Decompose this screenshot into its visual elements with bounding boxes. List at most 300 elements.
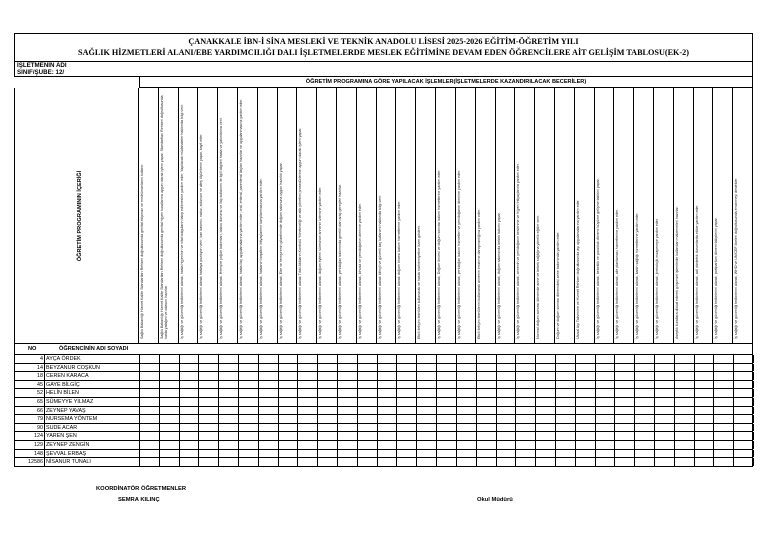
skill-cell[interactable] (259, 389, 279, 397)
skill-cell[interactable] (675, 415, 695, 423)
skill-cell[interactable] (318, 381, 338, 389)
skill-cell[interactable] (358, 381, 378, 389)
skill-cell[interactable] (477, 389, 497, 397)
skill-cell[interactable] (576, 424, 596, 432)
skill-cell[interactable] (457, 450, 477, 458)
skill-cell[interactable] (279, 372, 299, 380)
skill-cell[interactable] (318, 372, 338, 380)
skill-cell[interactable] (714, 389, 734, 397)
skill-cell[interactable] (695, 458, 715, 466)
skill-cell[interactable] (536, 372, 556, 380)
skill-cell[interactable] (615, 364, 635, 372)
skill-cell[interactable] (160, 424, 180, 432)
skill-cell[interactable] (160, 398, 180, 406)
skill-cell[interactable] (318, 407, 338, 415)
skill-cell[interactable] (477, 407, 497, 415)
skill-cell[interactable] (477, 355, 497, 363)
skill-cell[interactable] (140, 432, 160, 440)
skill-cell[interactable] (358, 407, 378, 415)
skill-cell[interactable] (536, 381, 556, 389)
skill-cell[interactable] (556, 355, 576, 363)
skill-cell[interactable] (477, 450, 497, 458)
skill-cell[interactable] (417, 364, 437, 372)
skill-cell[interactable] (437, 398, 457, 406)
skill-cell[interactable] (734, 355, 754, 363)
skill-cell[interactable] (536, 407, 556, 415)
skill-cell[interactable] (596, 441, 616, 449)
skill-cell[interactable] (239, 415, 259, 423)
skill-cell[interactable] (338, 458, 358, 466)
skill-cell[interactable] (378, 407, 398, 415)
skill-cell[interactable] (279, 407, 299, 415)
skill-cell[interactable] (457, 424, 477, 432)
skill-cell[interactable] (675, 355, 695, 363)
skill-cell[interactable] (397, 389, 417, 397)
skill-cell[interactable] (536, 450, 556, 458)
skill-cell[interactable] (358, 458, 378, 466)
skill-cell[interactable] (219, 364, 239, 372)
skill-cell[interactable] (160, 458, 180, 466)
skill-cell[interactable] (536, 458, 556, 466)
skill-cell[interactable] (675, 441, 695, 449)
skill-cell[interactable] (655, 450, 675, 458)
skill-cell[interactable] (556, 441, 576, 449)
skill-cell[interactable] (477, 424, 497, 432)
skill-cell[interactable] (655, 355, 675, 363)
skill-cell[interactable] (199, 381, 219, 389)
skill-cell[interactable] (318, 458, 338, 466)
skill-cell[interactable] (675, 389, 695, 397)
skill-cell[interactable] (397, 381, 417, 389)
skill-cell[interactable] (437, 415, 457, 423)
skill-cell[interactable] (160, 355, 180, 363)
skill-cell[interactable] (358, 355, 378, 363)
skill-cell[interactable] (497, 415, 517, 423)
skill-cell[interactable] (457, 441, 477, 449)
skill-cell[interactable] (615, 415, 635, 423)
skill-cell[interactable] (180, 441, 200, 449)
skill-cell[interactable] (437, 355, 457, 363)
skill-cell[interactable] (378, 381, 398, 389)
skill-cell[interactable] (417, 389, 437, 397)
skill-cell[interactable] (358, 424, 378, 432)
skill-cell[interactable] (675, 381, 695, 389)
skill-cell[interactable] (338, 424, 358, 432)
skill-cell[interactable] (596, 432, 616, 440)
skill-cell[interactable] (259, 432, 279, 440)
skill-cell[interactable] (219, 424, 239, 432)
skill-cell[interactable] (338, 372, 358, 380)
skill-cell[interactable] (338, 364, 358, 372)
skill-cell[interactable] (397, 458, 417, 466)
skill-cell[interactable] (140, 372, 160, 380)
skill-cell[interactable] (457, 372, 477, 380)
skill-cell[interactable] (318, 450, 338, 458)
skill-cell[interactable] (437, 432, 457, 440)
skill-cell[interactable] (576, 355, 596, 363)
skill-cell[interactable] (437, 381, 457, 389)
skill-cell[interactable] (160, 364, 180, 372)
skill-cell[interactable] (734, 372, 754, 380)
skill-cell[interactable] (358, 415, 378, 423)
skill-cell[interactable] (655, 415, 675, 423)
skill-cell[interactable] (378, 372, 398, 380)
skill-cell[interactable] (140, 398, 160, 406)
skill-cell[interactable] (160, 415, 180, 423)
skill-cell[interactable] (160, 381, 180, 389)
skill-cell[interactable] (199, 424, 219, 432)
skill-cell[interactable] (160, 432, 180, 440)
skill-cell[interactable] (338, 381, 358, 389)
skill-cell[interactable] (536, 364, 556, 372)
skill-cell[interactable] (596, 415, 616, 423)
skill-cell[interactable] (556, 415, 576, 423)
skill-cell[interactable] (497, 407, 517, 415)
skill-cell[interactable] (259, 441, 279, 449)
skill-cell[interactable] (239, 458, 259, 466)
skill-cell[interactable] (596, 389, 616, 397)
skill-cell[interactable] (457, 398, 477, 406)
skill-cell[interactable] (497, 389, 517, 397)
skill-cell[interactable] (338, 407, 358, 415)
skill-cell[interactable] (596, 364, 616, 372)
skill-cell[interactable] (655, 441, 675, 449)
skill-cell[interactable] (714, 364, 734, 372)
skill-cell[interactable] (714, 424, 734, 432)
skill-cell[interactable] (576, 415, 596, 423)
skill-cell[interactable] (714, 450, 734, 458)
skill-cell[interactable] (378, 398, 398, 406)
skill-cell[interactable] (477, 398, 497, 406)
skill-cell[interactable] (140, 441, 160, 449)
skill-cell[interactable] (279, 415, 299, 423)
skill-cell[interactable] (714, 432, 734, 440)
skill-cell[interactable] (219, 415, 239, 423)
skill-cell[interactable] (180, 458, 200, 466)
skill-cell[interactable] (239, 432, 259, 440)
skill-cell[interactable] (318, 389, 338, 397)
skill-cell[interactable] (279, 458, 299, 466)
skill-cell[interactable] (635, 407, 655, 415)
skill-cell[interactable] (556, 364, 576, 372)
skill-cell[interactable] (279, 432, 299, 440)
skill-cell[interactable] (259, 364, 279, 372)
skill-cell[interactable] (279, 381, 299, 389)
skill-cell[interactable] (199, 364, 219, 372)
skill-cell[interactable] (417, 355, 437, 363)
skill-cell[interactable] (397, 407, 417, 415)
skill-cell[interactable] (556, 424, 576, 432)
skill-cell[interactable] (318, 415, 338, 423)
skill-cell[interactable] (199, 355, 219, 363)
skill-cell[interactable] (180, 389, 200, 397)
skill-cell[interactable] (397, 398, 417, 406)
skill-cell[interactable] (477, 432, 497, 440)
skill-cell[interactable] (655, 407, 675, 415)
skill-cell[interactable] (655, 424, 675, 432)
skill-cell[interactable] (358, 372, 378, 380)
skill-cell[interactable] (536, 355, 556, 363)
skill-cell[interactable] (556, 381, 576, 389)
skill-cell[interactable] (576, 407, 596, 415)
skill-cell[interactable] (497, 432, 517, 440)
skill-cell[interactable] (497, 372, 517, 380)
skill-cell[interactable] (615, 407, 635, 415)
skill-cell[interactable] (615, 424, 635, 432)
skill-cell[interactable] (655, 389, 675, 397)
skill-cell[interactable] (338, 389, 358, 397)
skill-cell[interactable] (140, 364, 160, 372)
skill-cell[interactable] (140, 355, 160, 363)
skill-cell[interactable] (516, 389, 536, 397)
skill-cell[interactable] (180, 450, 200, 458)
skill-cell[interactable] (576, 450, 596, 458)
skill-cell[interactable] (397, 432, 417, 440)
skill-cell[interactable] (358, 398, 378, 406)
skill-cell[interactable] (635, 364, 655, 372)
skill-cell[interactable] (318, 424, 338, 432)
skill-cell[interactable] (417, 458, 437, 466)
skill-cell[interactable] (714, 415, 734, 423)
skill-cell[interactable] (734, 364, 754, 372)
skill-cell[interactable] (576, 432, 596, 440)
skill-cell[interactable] (536, 415, 556, 423)
skill-cell[interactable] (695, 364, 715, 372)
skill-cell[interactable] (397, 364, 417, 372)
skill-cell[interactable] (239, 355, 259, 363)
skill-cell[interactable] (378, 424, 398, 432)
skill-cell[interactable] (675, 424, 695, 432)
skill-cell[interactable] (298, 424, 318, 432)
skill-cell[interactable] (596, 407, 616, 415)
skill-cell[interactable] (298, 372, 318, 380)
skill-cell[interactable] (140, 450, 160, 458)
skill-cell[interactable] (695, 441, 715, 449)
skill-cell[interactable] (655, 381, 675, 389)
skill-cell[interactable] (140, 415, 160, 423)
skill-cell[interactable] (655, 372, 675, 380)
skill-cell[interactable] (714, 441, 734, 449)
skill-cell[interactable] (259, 424, 279, 432)
skill-cell[interactable] (219, 441, 239, 449)
skill-cell[interactable] (536, 432, 556, 440)
skill-cell[interactable] (199, 441, 219, 449)
skill-cell[interactable] (318, 364, 338, 372)
skill-cell[interactable] (615, 398, 635, 406)
skill-cell[interactable] (239, 381, 259, 389)
skill-cell[interactable] (298, 398, 318, 406)
skill-cell[interactable] (615, 432, 635, 440)
skill-cell[interactable] (239, 364, 259, 372)
skill-cell[interactable] (576, 381, 596, 389)
skill-cell[interactable] (140, 424, 160, 432)
skill-cell[interactable] (180, 355, 200, 363)
skill-cell[interactable] (239, 389, 259, 397)
skill-cell[interactable] (695, 424, 715, 432)
skill-cell[interactable] (576, 398, 596, 406)
skill-cell[interactable] (259, 398, 279, 406)
skill-cell[interactable] (259, 381, 279, 389)
skill-cell[interactable] (378, 355, 398, 363)
skill-cell[interactable] (338, 450, 358, 458)
skill-cell[interactable] (180, 372, 200, 380)
skill-cell[interactable] (219, 372, 239, 380)
skill-cell[interactable] (734, 432, 754, 440)
skill-cell[interactable] (635, 381, 655, 389)
skill-cell[interactable] (259, 458, 279, 466)
skill-cell[interactable] (298, 389, 318, 397)
skill-cell[interactable] (417, 450, 437, 458)
skill-cell[interactable] (576, 441, 596, 449)
skill-cell[interactable] (279, 389, 299, 397)
skill-cell[interactable] (615, 355, 635, 363)
skill-cell[interactable] (338, 398, 358, 406)
skill-cell[interactable] (635, 441, 655, 449)
skill-cell[interactable] (635, 398, 655, 406)
skill-cell[interactable] (298, 381, 318, 389)
skill-cell[interactable] (457, 407, 477, 415)
skill-cell[interactable] (457, 432, 477, 440)
skill-cell[interactable] (219, 458, 239, 466)
skill-cell[interactable] (556, 432, 576, 440)
skill-cell[interactable] (140, 407, 160, 415)
skill-cell[interactable] (477, 381, 497, 389)
skill-cell[interactable] (397, 372, 417, 380)
skill-cell[interactable] (397, 424, 417, 432)
skill-cell[interactable] (180, 398, 200, 406)
skill-cell[interactable] (516, 458, 536, 466)
skill-cell[interactable] (358, 450, 378, 458)
skill-cell[interactable] (437, 441, 457, 449)
skill-cell[interactable] (635, 415, 655, 423)
skill-cell[interactable] (615, 441, 635, 449)
skill-cell[interactable] (477, 415, 497, 423)
skill-cell[interactable] (457, 389, 477, 397)
skill-cell[interactable] (635, 372, 655, 380)
skill-cell[interactable] (298, 355, 318, 363)
skill-cell[interactable] (259, 407, 279, 415)
skill-cell[interactable] (714, 372, 734, 380)
skill-cell[interactable] (596, 381, 616, 389)
skill-cell[interactable] (417, 424, 437, 432)
skill-cell[interactable] (279, 441, 299, 449)
skill-cell[interactable] (635, 458, 655, 466)
skill-cell[interactable] (199, 458, 219, 466)
skill-cell[interactable] (615, 389, 635, 397)
skill-cell[interactable] (516, 398, 536, 406)
skill-cell[interactable] (338, 415, 358, 423)
skill-cell[interactable] (358, 364, 378, 372)
skill-cell[interactable] (239, 424, 259, 432)
skill-cell[interactable] (695, 450, 715, 458)
skill-cell[interactable] (695, 432, 715, 440)
skill-cell[interactable] (734, 381, 754, 389)
skill-cell[interactable] (219, 432, 239, 440)
skill-cell[interactable] (417, 407, 437, 415)
skill-cell[interactable] (457, 415, 477, 423)
skill-cell[interactable] (477, 441, 497, 449)
skill-cell[interactable] (655, 364, 675, 372)
skill-cell[interactable] (437, 424, 457, 432)
skill-cell[interactable] (378, 415, 398, 423)
skill-cell[interactable] (457, 355, 477, 363)
skill-cell[interactable] (477, 364, 497, 372)
skill-cell[interactable] (596, 458, 616, 466)
skill-cell[interactable] (219, 355, 239, 363)
skill-cell[interactable] (516, 372, 536, 380)
skill-cell[interactable] (516, 432, 536, 440)
skill-cell[interactable] (338, 441, 358, 449)
skill-cell[interactable] (378, 441, 398, 449)
skill-cell[interactable] (259, 450, 279, 458)
skill-cell[interactable] (536, 389, 556, 397)
skill-cell[interactable] (655, 398, 675, 406)
skill-cell[interactable] (160, 372, 180, 380)
skill-cell[interactable] (477, 372, 497, 380)
skill-cell[interactable] (695, 398, 715, 406)
skill-cell[interactable] (497, 355, 517, 363)
skill-cell[interactable] (615, 450, 635, 458)
skill-cell[interactable] (180, 432, 200, 440)
skill-cell[interactable] (497, 381, 517, 389)
skill-cell[interactable] (675, 364, 695, 372)
skill-cell[interactable] (199, 389, 219, 397)
skill-cell[interactable] (576, 372, 596, 380)
skill-cell[interactable] (556, 398, 576, 406)
skill-cell[interactable] (417, 432, 437, 440)
skill-cell[interactable] (734, 450, 754, 458)
skill-cell[interactable] (199, 432, 219, 440)
skill-cell[interactable] (318, 441, 338, 449)
skill-cell[interactable] (140, 381, 160, 389)
skill-cell[interactable] (437, 364, 457, 372)
skill-cell[interactable] (695, 389, 715, 397)
skill-cell[interactable] (298, 441, 318, 449)
skill-cell[interactable] (397, 415, 417, 423)
skill-cell[interactable] (675, 432, 695, 440)
skill-cell[interactable] (298, 450, 318, 458)
skill-cell[interactable] (596, 424, 616, 432)
skill-cell[interactable] (298, 407, 318, 415)
skill-cell[interactable] (635, 432, 655, 440)
skill-cell[interactable] (734, 415, 754, 423)
skill-cell[interactable] (298, 364, 318, 372)
skill-cell[interactable] (378, 450, 398, 458)
skill-cell[interactable] (536, 441, 556, 449)
skill-cell[interactable] (219, 389, 239, 397)
skill-cell[interactable] (596, 355, 616, 363)
skill-cell[interactable] (635, 424, 655, 432)
skill-cell[interactable] (497, 458, 517, 466)
skill-cell[interactable] (655, 432, 675, 440)
skill-cell[interactable] (497, 424, 517, 432)
skill-cell[interactable] (675, 407, 695, 415)
skill-cell[interactable] (417, 381, 437, 389)
skill-cell[interactable] (279, 424, 299, 432)
skill-cell[interactable] (497, 450, 517, 458)
skill-cell[interactable] (695, 407, 715, 415)
skill-cell[interactable] (397, 441, 417, 449)
skill-cell[interactable] (714, 458, 734, 466)
skill-cell[interactable] (219, 398, 239, 406)
skill-cell[interactable] (318, 432, 338, 440)
skill-cell[interactable] (378, 389, 398, 397)
skill-cell[interactable] (180, 381, 200, 389)
skill-cell[interactable] (239, 441, 259, 449)
skill-cell[interactable] (318, 398, 338, 406)
skill-cell[interactable] (556, 389, 576, 397)
skill-cell[interactable] (516, 424, 536, 432)
